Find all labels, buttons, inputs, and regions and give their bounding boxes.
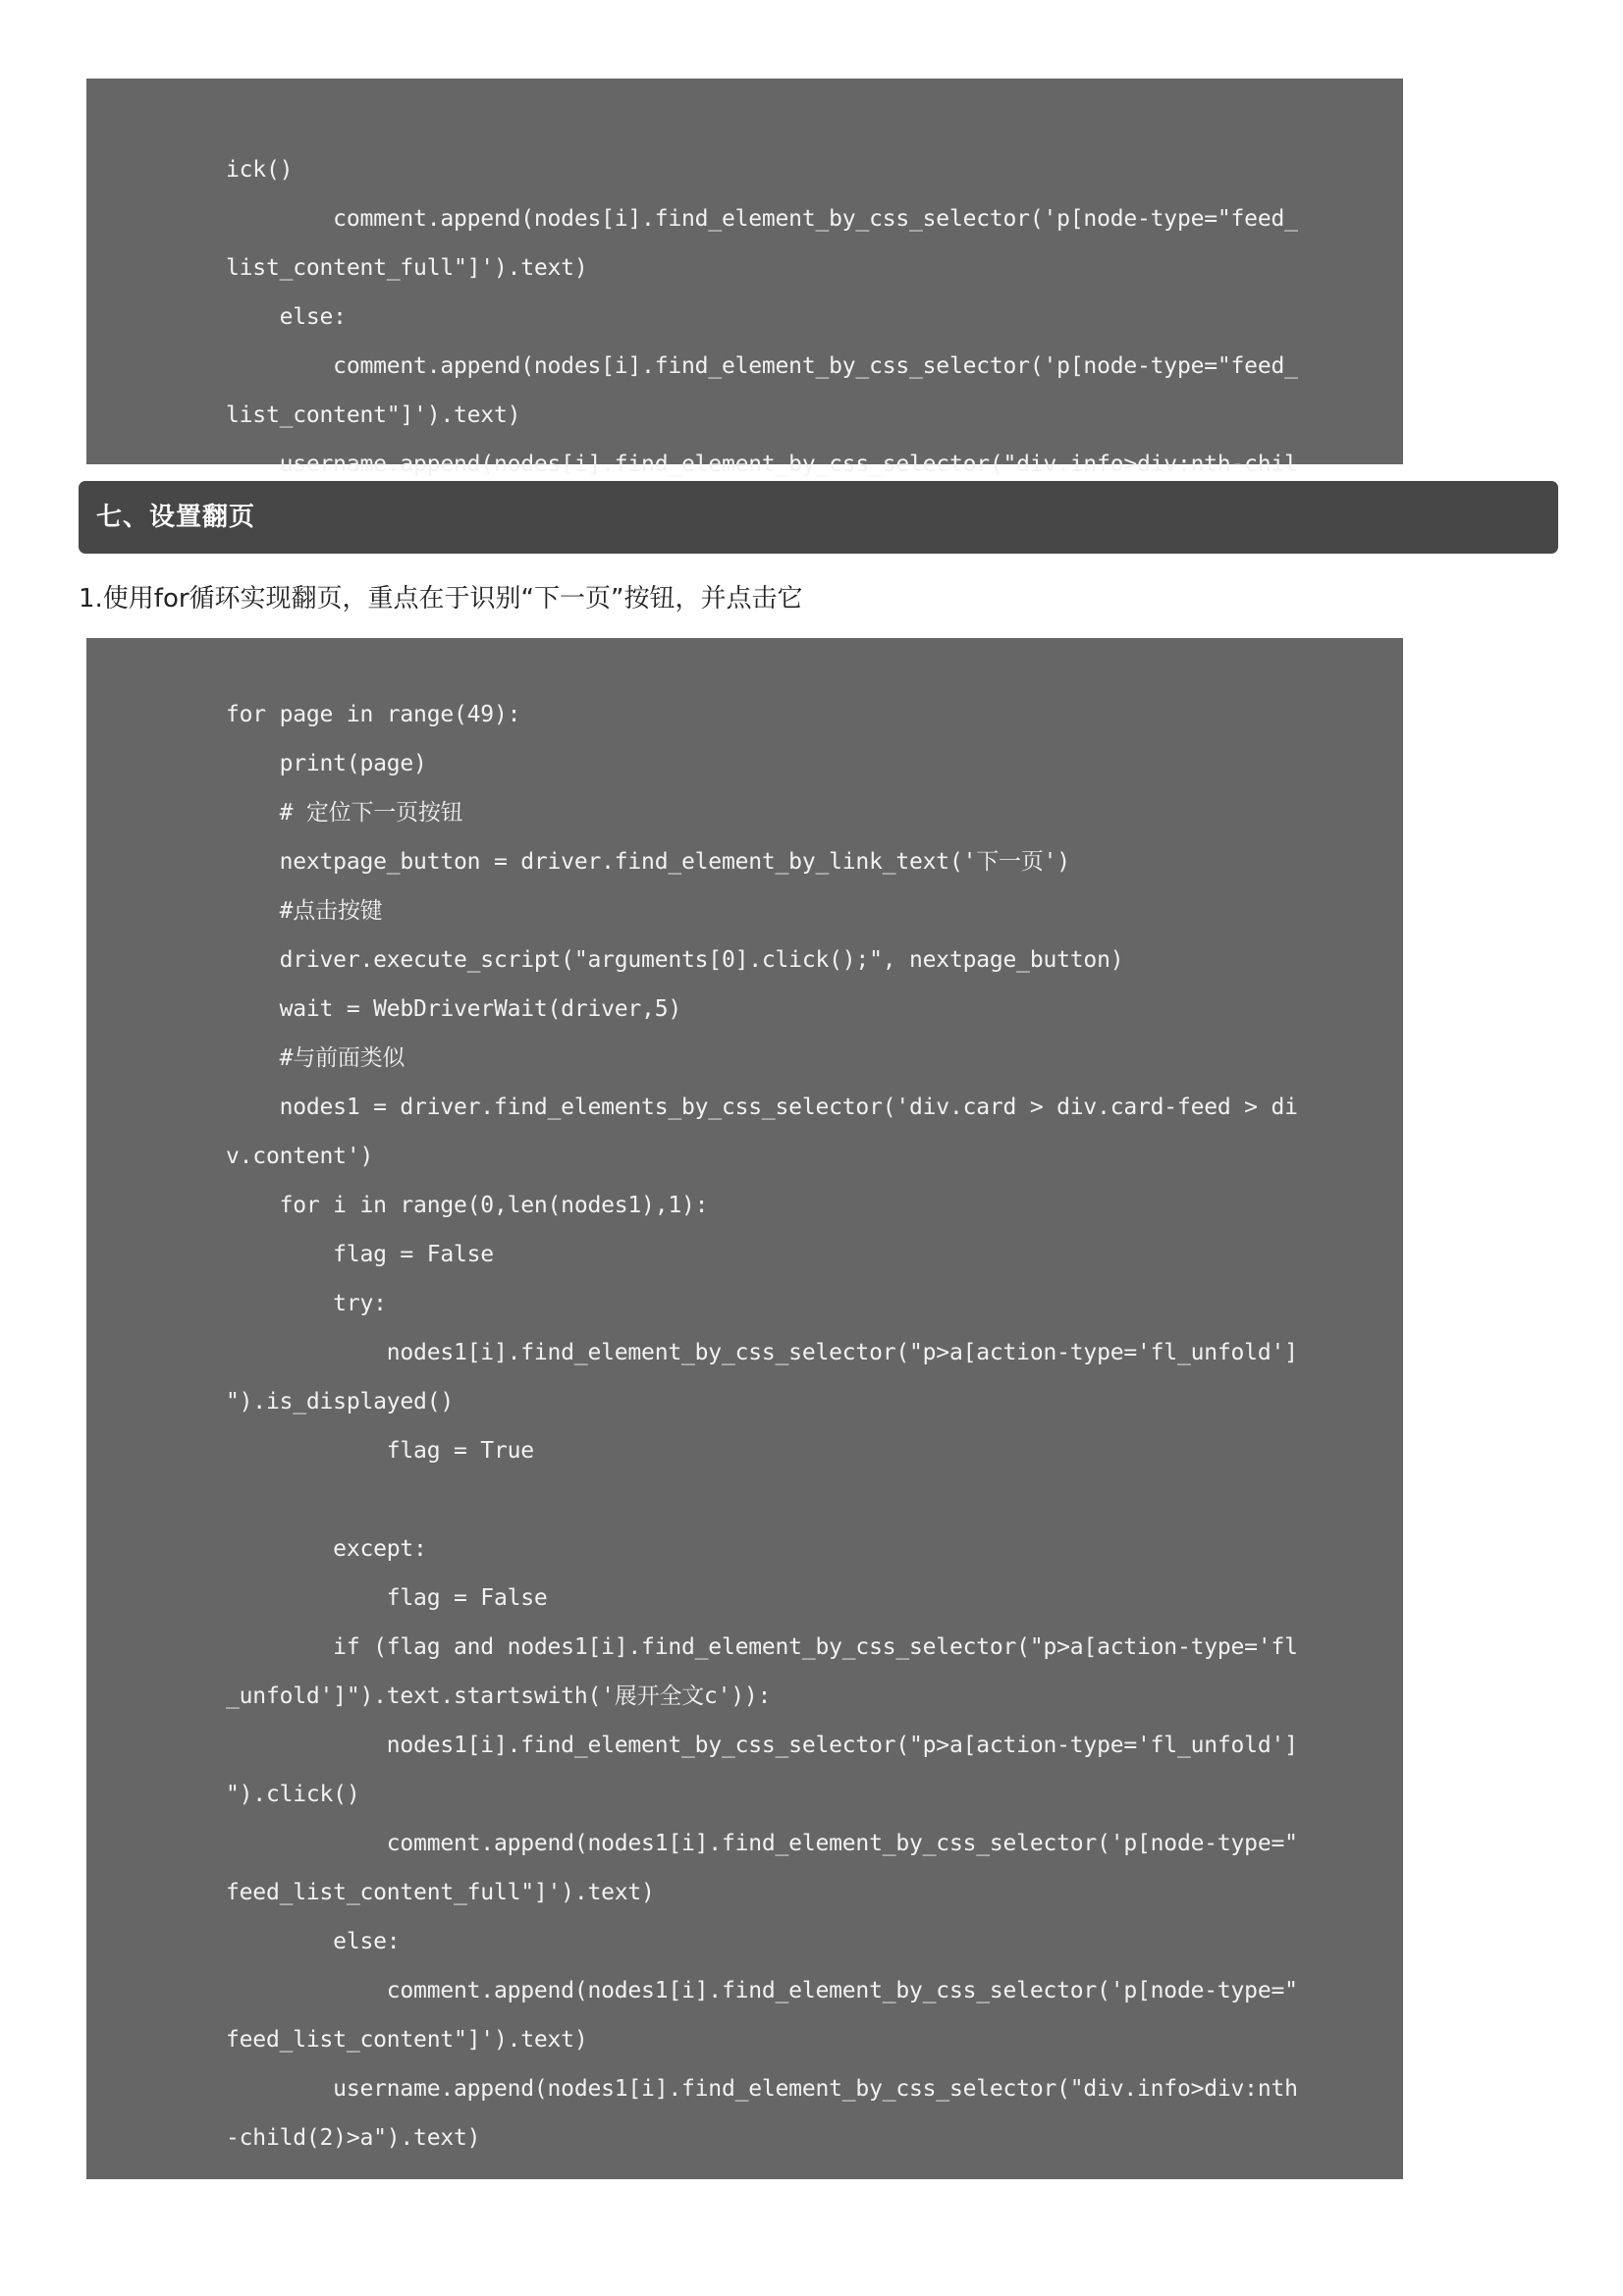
code-line: driver.execute_script("arguments[0].click();", nextpage_button) <box>226 947 1124 973</box>
code-line: _unfold']").text.startswith('展开全文c')): <box>226 1683 772 1709</box>
code-line: for i in range(0,len(nodes1),1): <box>226 1193 709 1218</box>
section-header <box>79 481 1558 554</box>
code-line: print(page) <box>226 751 427 776</box>
code-line: feed_list_content"]').text) <box>226 2027 588 2053</box>
code-line: ").is_displayed() <box>226 1389 455 1415</box>
code-line: ").click() <box>226 1782 360 1807</box>
code-line: except: <box>226 1536 427 1562</box>
code-line: else: <box>226 304 347 330</box>
code-block-2 <box>86 638 1403 2179</box>
code-line: comment.append(nodes1[i].find_element_by_css_selector('p[node-type=" <box>226 1978 1298 2003</box>
code-line: username.append(nodes1[i].find_element_by_css_selector("div.info>div:nth <box>226 2076 1298 2102</box>
code-line: flag = False <box>226 1585 548 1611</box>
code-line: list_content"]').text) <box>226 402 521 428</box>
code-line: #与前面类似 <box>226 1045 406 1071</box>
code-line: comment.append(nodes1[i].find_element_by_css_selector('p[node-type=" <box>226 1831 1298 1856</box>
code-line: v.content') <box>226 1144 374 1169</box>
code-line: # 定位下一页按钮 <box>226 800 463 826</box>
code-line: if (flag and nodes1[i].find_element_by_css_selector("p>a[action-type='fl <box>226 1634 1298 1660</box>
code-line: #点击按键 <box>226 898 383 924</box>
code-line: else: <box>226 1929 401 1954</box>
code-line: nextpage_button = driver.find_element_by_link_text('下一页') <box>226 849 1070 875</box>
code-line: -child(2)>a").text) <box>226 2125 481 2151</box>
code-line: comment.append(nodes[i].find_element_by_css_selector('p[node-type="feed_ <box>226 353 1298 379</box>
code-line: list_content_full"]').text) <box>226 255 588 281</box>
code-line: nodes1[i].find_element_by_css_selector("p>a[action-type='fl_unfold'] <box>226 1340 1298 1365</box>
code-line: try: <box>226 1291 387 1316</box>
code-line: ick() <box>226 157 294 183</box>
code-line: username.append(nodes[i].find_element_by_css_selector("div.info>div:nth-chil <box>226 452 1298 477</box>
code-line: nodes1[i].find_element_by_css_selector("p>a[action-type='fl_unfold'] <box>226 1733 1298 1758</box>
body-paragraph: 1.使用for循环实现翻页，重点在于识别“下一页”按钮，并点击它 <box>79 584 803 614</box>
code-line: flag = False <box>226 1242 494 1267</box>
code-block-1 <box>86 79 1403 477</box>
code-line: nodes1 = driver.find_elements_by_css_selector('div.card > div.card-feed > di <box>226 1095 1298 1120</box>
section-title: 七、设置翻页 <box>96 503 256 532</box>
code-line: wait = WebDriverWait(driver,5) <box>226 996 682 1022</box>
code-line: comment.append(nodes[i].find_element_by_css_selector('p[node-type="feed_ <box>226 206 1298 232</box>
code-line: flag = True <box>226 1438 534 1464</box>
code-line: feed_list_content_full"]').text) <box>226 1880 655 1905</box>
code-line: for page in range(49): <box>226 702 521 727</box>
